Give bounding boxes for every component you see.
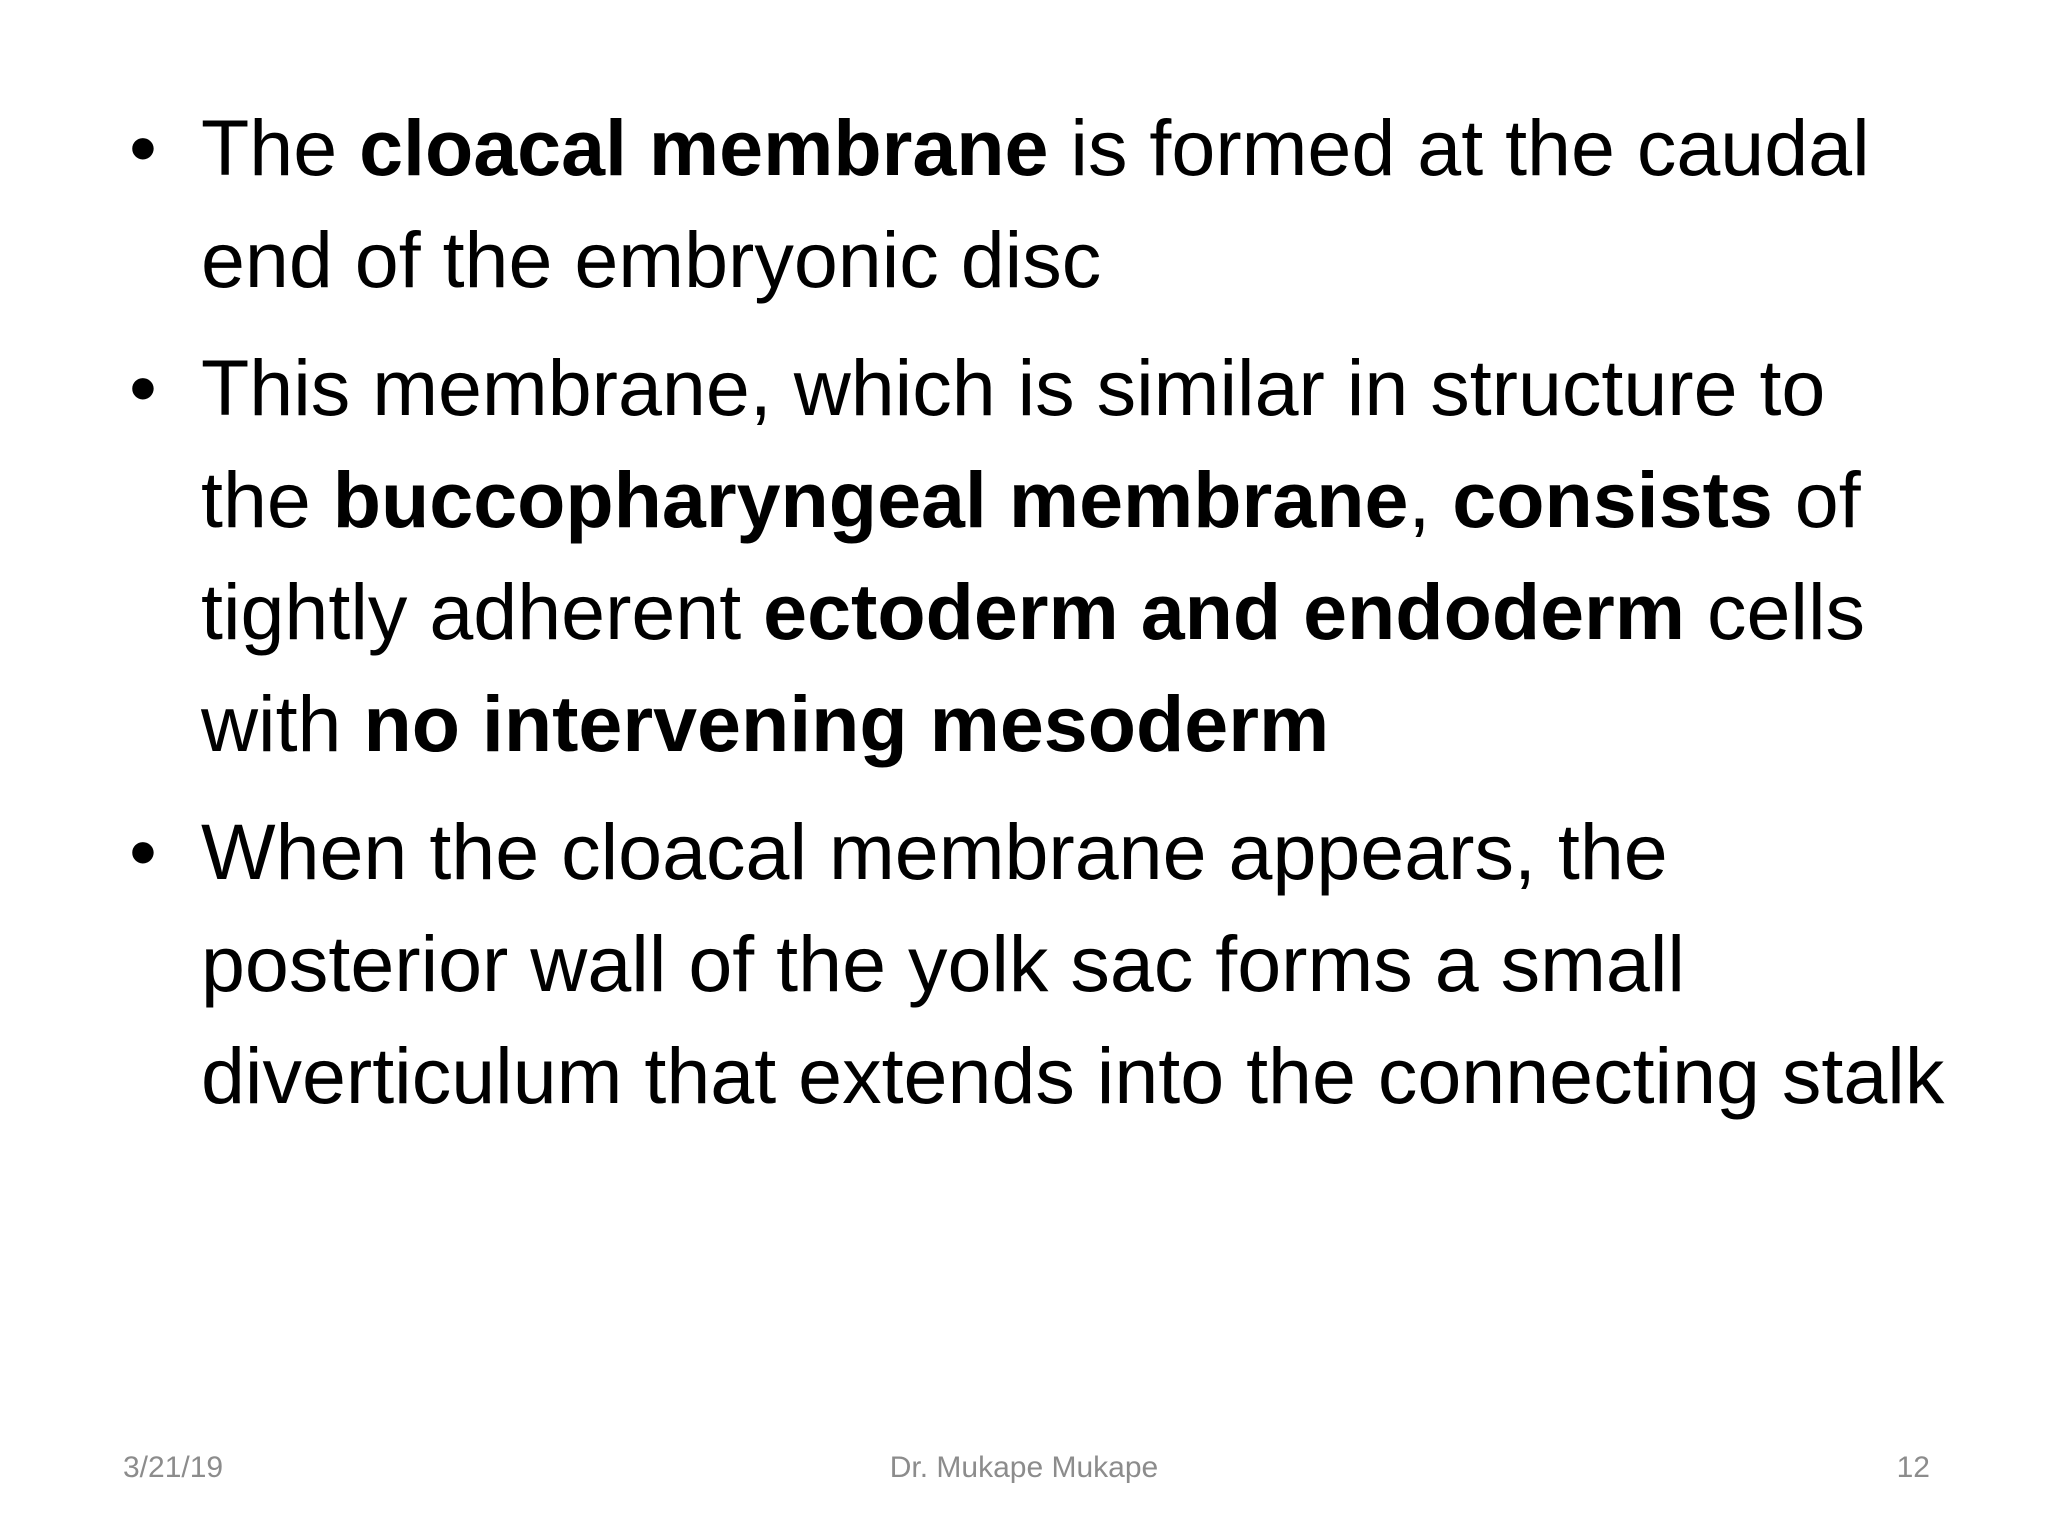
bullet-list	[123, 92, 1953, 1148]
bullet-text: cells with	[201, 567, 1866, 768]
footer-date: 3/21/19	[123, 1451, 224, 1484]
bullet-text-bold: buccopharyngeal membrane	[332, 455, 1409, 544]
bullet-text-bold: no intervening mesoderm	[363, 679, 1330, 768]
bullet-icon: •	[129, 103, 157, 192]
bullet-text: The	[201, 103, 360, 192]
bullet-item	[123, 92, 1953, 316]
footer-author: Dr. Mukape Mukape	[889, 1451, 1159, 1484]
bullet-text-bold: ectoderm and endoderm	[763, 567, 1686, 656]
bullet-text: This membrane, which is similar in structure to the	[201, 343, 1826, 544]
bullet-text: When the cloacal membrane appears, the posterior wall of the yolk sac forms a small diverticulum that extends into the connecting stalk	[201, 807, 1945, 1120]
bullet-icon: •	[129, 343, 157, 432]
bullet-text-bold: consists	[1452, 455, 1773, 544]
bullet-item	[123, 796, 1953, 1132]
bullet-text: of tightly adherent	[201, 455, 1861, 656]
bullet-text-bold: cloacal membrane	[359, 103, 1049, 192]
bullet-text: ,	[1408, 455, 1453, 544]
bullet-item	[123, 332, 1953, 780]
bullet-text: is formed at the caudal end of the embryonic disc	[201, 103, 1870, 304]
footer-page-number: 12	[1896, 1451, 1930, 1484]
bullet-icon: •	[129, 807, 157, 896]
